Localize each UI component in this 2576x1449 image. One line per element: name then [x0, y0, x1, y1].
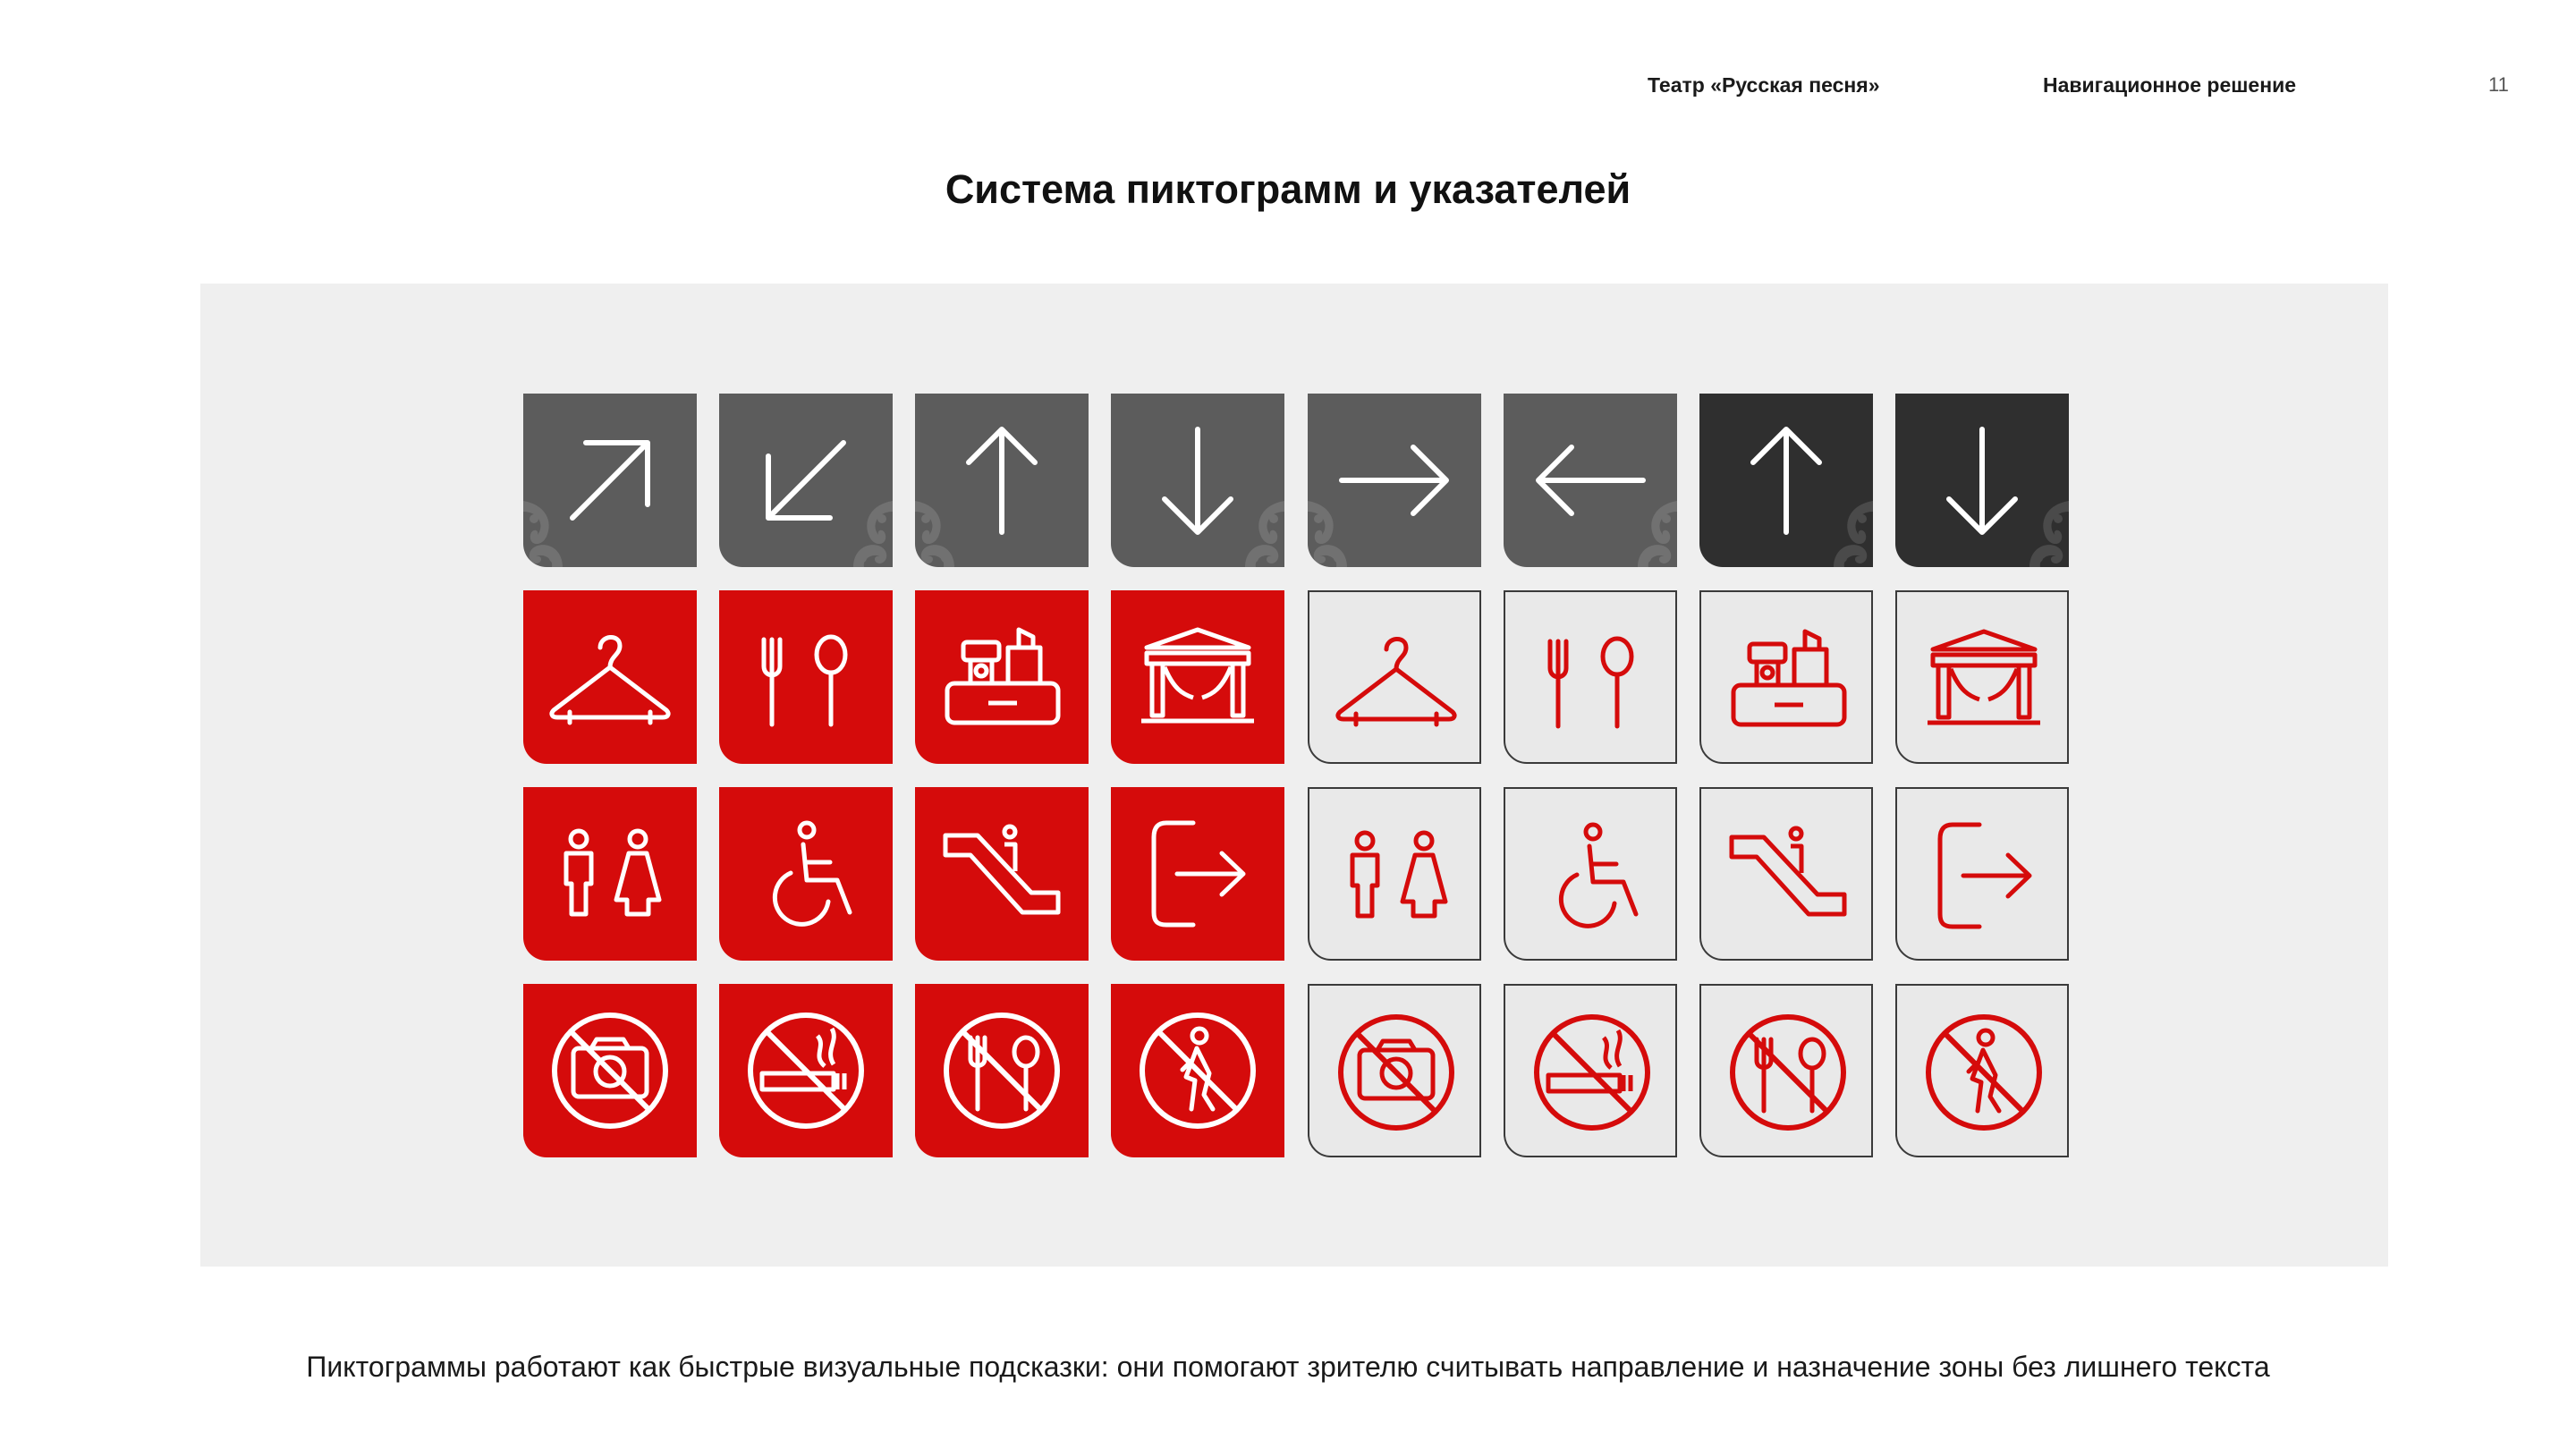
- restroom-icon: [1309, 789, 1481, 961]
- no-entry-icon: [1897, 986, 2069, 1157]
- page-number: 11: [2488, 73, 2509, 96]
- header-theatre-name: Театр «Русская песня»: [1648, 73, 1880, 97]
- hanger-icon: [523, 590, 697, 764]
- hanger-icon: [1309, 592, 1481, 764]
- arrow-down-icon: [1895, 394, 2069, 567]
- pictogram-tile: [1504, 394, 1677, 567]
- wheelchair-icon: [719, 787, 893, 961]
- pictogram-tile: [1111, 394, 1284, 567]
- escalator-icon: [915, 787, 1089, 961]
- pictogram-tile: [1895, 590, 2069, 764]
- fork-spoon-icon: [719, 590, 893, 764]
- pictogram-tile: [523, 984, 697, 1157]
- no-entry-icon: [1111, 984, 1284, 1157]
- theatre-stage-icon: [1897, 592, 2069, 764]
- pictogram-tile: [1504, 590, 1677, 764]
- pictogram-tile: [719, 984, 893, 1157]
- theatre-stage-icon: [1111, 590, 1284, 764]
- pictogram-tile: [523, 590, 697, 764]
- pictogram-tile: [915, 984, 1089, 1157]
- fork-spoon-icon: [1505, 592, 1677, 764]
- wheelchair-icon: [1505, 789, 1677, 961]
- pictogram-tile: [1699, 787, 1873, 961]
- pictogram-tile: [719, 394, 893, 567]
- no-food-icon: [915, 984, 1089, 1157]
- pictogram-tile: [1111, 590, 1284, 764]
- header-section-name: Навигационное решение: [2043, 73, 2297, 97]
- pictogram-tile: [719, 787, 893, 961]
- pictogram-tile: [1699, 590, 1873, 764]
- arrow-up-right-icon: [523, 394, 697, 567]
- pictogram-tile: [1699, 984, 1873, 1157]
- pictogram-tile: [1111, 984, 1284, 1157]
- pictogram-tile: [719, 590, 893, 764]
- arrow-left-icon: [1504, 394, 1677, 567]
- escalator-icon: [1701, 789, 1873, 961]
- cash-register-icon: [1701, 592, 1873, 764]
- no-smoking-icon: [1505, 986, 1677, 1157]
- no-smoking-icon: [719, 984, 893, 1157]
- slide-caption: Пиктограммы работают как быстрые визуальные подсказки: они помогают зрителю считывать направление и назначение зоны без лишнего текста: [306, 1351, 2270, 1383]
- pictogram-tile: [915, 590, 1089, 764]
- exit-icon: [1897, 789, 2069, 961]
- arrow-up-icon: [1699, 394, 1873, 567]
- pictogram-tile: [1308, 984, 1481, 1157]
- exit-icon: [1111, 787, 1284, 961]
- no-photo-icon: [523, 984, 697, 1157]
- arrow-down-left-icon: [719, 394, 893, 567]
- no-photo-icon: [1309, 986, 1481, 1157]
- arrow-right-icon: [1308, 394, 1481, 567]
- pictogram-tile: [915, 787, 1089, 961]
- pictogram-tile: [1111, 787, 1284, 961]
- cash-register-icon: [915, 590, 1089, 764]
- arrow-down-icon: [1111, 394, 1284, 567]
- slide-title: Система пиктограмм и указателей: [945, 166, 1631, 212]
- pictogram-tile: [1504, 984, 1677, 1157]
- pictogram-tile: [1895, 787, 2069, 961]
- no-food-icon: [1701, 986, 1873, 1157]
- arrow-up-icon: [915, 394, 1089, 567]
- pictogram-tile: [1699, 394, 1873, 567]
- pictogram-tile: [915, 394, 1089, 567]
- pictogram-tile: [1308, 787, 1481, 961]
- pictogram-grid: [523, 394, 2069, 1157]
- pictogram-tile: [523, 787, 697, 961]
- pictogram-tile: [1504, 787, 1677, 961]
- pictogram-tile: [1308, 394, 1481, 567]
- pictogram-tile: [1308, 590, 1481, 764]
- restroom-icon: [523, 787, 697, 961]
- pictogram-tile: [1895, 394, 2069, 567]
- pictogram-tile: [1895, 984, 2069, 1157]
- pictogram-tile: [523, 394, 697, 567]
